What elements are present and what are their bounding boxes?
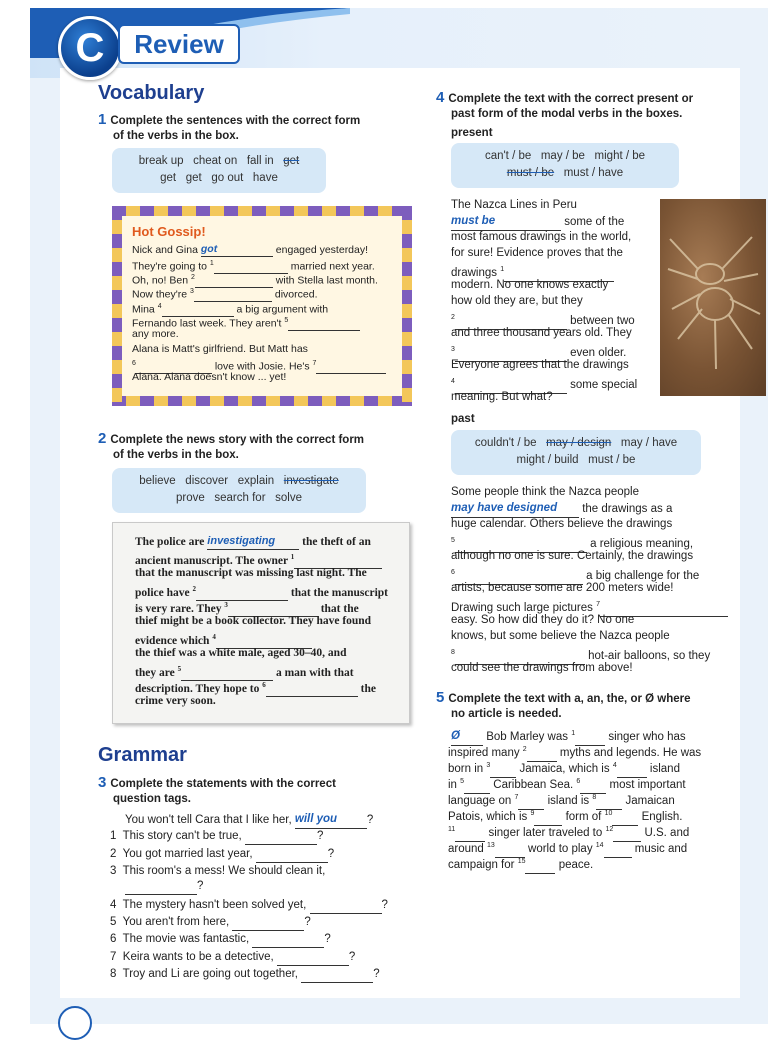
q5-line-5: language on $^7$ island is $^8$ Jamaican	[448, 790, 675, 810]
news-story-panel	[112, 522, 410, 724]
q3-item-5: 5 You aren't from here, ?	[110, 915, 311, 931]
q5-line-7: $^{11}$ singer later traveled to $^{12}$ U.S. and	[448, 822, 689, 842]
q4-present-line-4: for sure! Evidence proves that the	[451, 247, 623, 259]
q2-word-box: believe discover explain investigate prove search for solve	[112, 468, 366, 513]
q3-item-2: 2 You got married last year, ?	[110, 847, 334, 863]
gossip-line-6: Fernando last week. They aren't $^5$	[132, 314, 360, 331]
q3-item-4: 4 The mystery hasn't been solved yet, ?	[110, 898, 388, 914]
q4-present-line-12: $^4$ some special	[451, 374, 637, 394]
q3-example: You won't tell Cara that I like her, will you ?	[125, 812, 373, 829]
q4-past-label: past	[451, 413, 475, 425]
gossip-line-10: Alana. Alana doesn't know ... yet!	[132, 371, 287, 383]
nazca-lines-photo	[660, 199, 766, 396]
q4-present-line-1: The Nazca Lines in Peru	[451, 199, 577, 211]
q4-past-line-4: $^5$ a religious meaning,	[451, 533, 693, 553]
q4-present-line-11: Everyone agrees that the drawings	[451, 359, 629, 371]
q3-instructions: 3 Complete the statements with the correct question tags.	[98, 774, 336, 805]
q4-past-line-1: Some people think the Nazca people	[451, 486, 639, 498]
q3-item-1: 1 This story can't be true, ?	[110, 829, 323, 845]
q4-present-line-5: drawings $^1$	[451, 262, 614, 282]
q3-number: 3	[98, 774, 107, 791]
q5-number: 5	[436, 689, 445, 706]
gossip-line-1: Nick and Gina got engaged yesterday!	[132, 243, 369, 256]
q4-past-line-6: $^6$ a big challenge for the	[451, 565, 699, 585]
q5-answer: Ø	[451, 729, 460, 742]
q4-past-line-5: although no one is sure. Certainly, the drawings	[451, 550, 694, 562]
q1-instructions: 1 Complete the sentences with the correct form of the verbs in the box.	[98, 111, 361, 142]
gossip-answer: got	[200, 243, 218, 255]
gossip-line-3: Oh, no! Ben $^2$ with Stella last month.	[132, 274, 378, 287]
q1-number: 1	[98, 111, 107, 128]
q3-item-6: 6 The movie was fantastic, ?	[110, 932, 331, 948]
q4-number: 4	[436, 89, 445, 106]
q4-present-line-2: must be some of the	[451, 214, 624, 231]
q2-instructions: 2 Complete the news story with the correct form of the verbs in the box.	[98, 430, 365, 461]
q4-past-line-10: knows, but some believe the Nazca people	[451, 630, 670, 642]
q4-past-box: couldn't / be may / design may / have might / build must / be	[451, 430, 701, 475]
gossip-line-4: Now they're $^3$ divorced.	[132, 288, 318, 301]
q4-present-line-13: meaning. But what?	[451, 391, 553, 403]
q4-past-line-9: easy. So how did they do it? No one	[451, 614, 635, 626]
q4-present-label: present	[451, 127, 493, 139]
gossip-line-5: Mina $^4$ a big argument with	[132, 303, 329, 316]
news-line-2: ancient manuscript. The owner $^1$	[135, 549, 382, 569]
q1-word-box: break up cheat on fall in get get get go out have	[112, 148, 326, 193]
gossip-line-7: any more.	[132, 328, 179, 340]
q4-past-answer: may have designed	[451, 502, 558, 514]
q3-example-answer: will you	[294, 813, 338, 825]
news-line-4: police have $^2$ that the manuscript	[135, 585, 388, 599]
hot-gossip-panel	[112, 206, 412, 406]
unit-badge: C	[58, 16, 122, 80]
q5-line-1: Ø Bob Marley was $^1$ singer who has	[451, 726, 686, 746]
q4-present-line-10: $^3$ even older.	[451, 342, 626, 362]
q4-present-line-3: most famous drawings in the world,	[451, 231, 632, 243]
news-line-8: the thief was a white male, aged 30–40, and	[135, 647, 347, 659]
news-line-1: The police are investigating the theft of an	[135, 535, 371, 548]
grammar-heading: Grammar	[98, 744, 187, 766]
news-answer: investigating	[207, 535, 276, 547]
q4-past-line-7: artists, because some are 200 meters wide!	[451, 582, 674, 594]
q2-number: 2	[98, 430, 107, 447]
q4-instructions: 4 Complete the text with the correct present or past form of the modal verbs in the boxes.	[436, 89, 694, 120]
news-line-7: evidence which $^4$	[135, 629, 312, 649]
q4-past-line-11: $^8$ hot-air balloons, so they	[451, 645, 710, 665]
q4-present-line-6: modern. No one knows exactly	[451, 279, 609, 291]
q5-instructions: 5 Complete the text with a, an, the, or Ø where no article is needed.	[436, 689, 691, 720]
gossip-line-9: $^6$ love with Josie. He's $^7$	[132, 357, 386, 374]
q4-present-answer: must be	[451, 215, 496, 227]
news-line-10: description. They hope to $^6$ the	[135, 681, 376, 695]
q4-past-line-8: Drawing such large pictures $^7$	[451, 597, 728, 617]
gossip-line-2: They're going to $^1$ married next year.	[132, 260, 375, 273]
page-number-circle	[58, 1006, 92, 1040]
q5-line-8: around $^{13}$ world to play $^{14}$ music and	[448, 838, 687, 858]
q3-item-7: 7 Keira wants to be a detective, ?	[110, 950, 355, 966]
gossip-title: Hot Gossip!	[132, 224, 206, 239]
q4-past-line-3: huge calendar. Others believe the drawings	[451, 518, 673, 530]
q3-item-8: 8 Troy and Li are going out together, ?	[110, 967, 380, 983]
q5-line-9: campaign for $^{15}$ peace.	[448, 854, 593, 874]
news-line-11: crime very soon.	[135, 695, 216, 707]
q3-item-3-blank: ?	[125, 879, 203, 895]
q3-item-3: 3 This room's a mess! We should clean it,	[110, 865, 326, 877]
q4-present-line-7: how old they are, but they	[451, 295, 583, 307]
q5-line-2: inspired many $^2$ myths and legends. He was	[448, 742, 701, 762]
q4-past-line-12: could see the drawings from above!	[451, 662, 633, 674]
page-title: Review	[118, 24, 240, 64]
q5-line-3: born in $^3$ Jamaica, which is $^4$ island	[448, 758, 680, 778]
news-line-9: they are $^5$ a man with that	[135, 665, 354, 679]
news-line-6: thief might be a book collector. They have found	[135, 615, 372, 627]
q4-present-line-9: and three thousand years old. They	[451, 327, 632, 339]
gossip-line-8: Alana is Matt's girlfriend. But Matt has	[132, 343, 308, 355]
q5-line-6: Patois, which is $^9$ form of $^{10}$ English.	[448, 806, 683, 826]
q4-past-line-2: may have designed the drawings as a	[451, 501, 672, 518]
q4-present-box: can't / be may / be might / be must / be must / have	[451, 143, 679, 188]
news-line-5: is very rare. They $^3$ that the	[135, 601, 359, 615]
q5-line-4: in $^5$ Caribbean Sea. $^6$ most important	[448, 774, 686, 794]
vocabulary-heading: Vocabulary	[98, 82, 205, 104]
news-line-3: that the manuscript was missing last night. The	[135, 567, 367, 579]
q4-present-line-8: $^2$ between two	[451, 310, 635, 330]
